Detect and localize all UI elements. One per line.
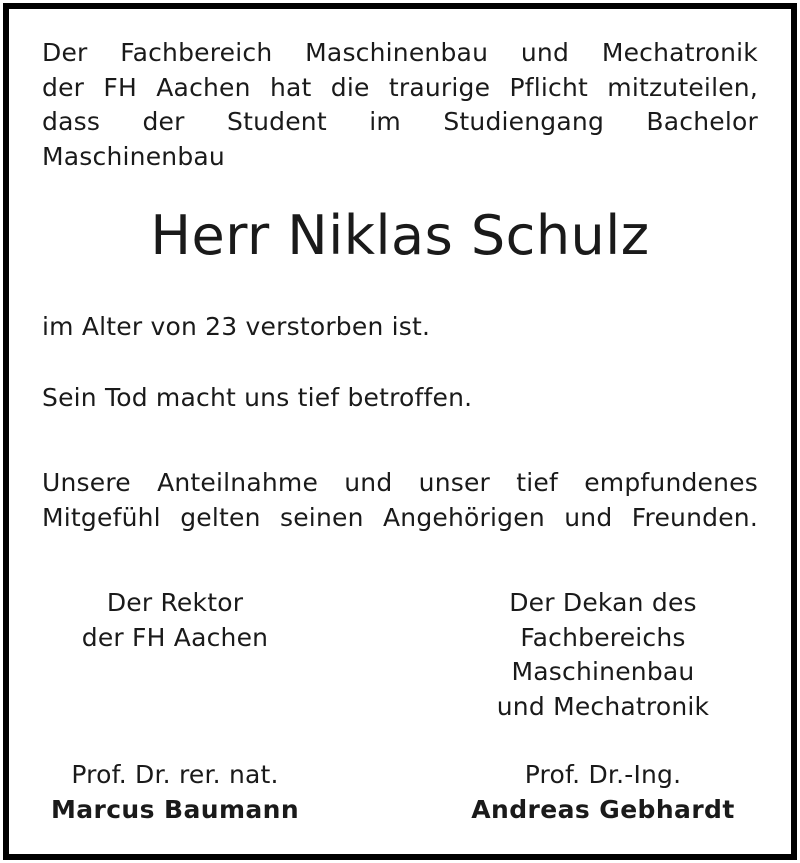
intro-line: Maschinenbau [42,141,225,171]
sympathy-line: Unsere Anteilnahme und unser tief empfundenes [42,468,758,497]
sympathy-paragraph [42,466,758,535]
signatory-left [36,758,314,827]
age-statement: im Alter von 23 verstorben ist. [42,312,431,341]
signatory-left-role [42,586,308,655]
role-line: Maschinenbau [511,657,695,686]
deceased-name: Herr Niklas Schulz [150,204,650,267]
signatory-title: Prof. Dr. rer. nat. [71,760,279,789]
signatory-right-role [458,586,748,724]
sympathy-line: Mitgefühl gelten seinen Angehörigen und Freunden. [42,502,758,532]
role-line: Fachbereichs [520,622,686,652]
signatory-title: Prof. Dr.-Ing. [524,760,682,789]
intro-line: Der Fachbereich Maschinenbau und Mechatronik [42,38,758,67]
role-line: der FH Aachen [81,622,269,652]
intro-line: dass der Student im Studiengang Bachelor [42,107,758,136]
role-line: und Mechatronik [496,691,710,721]
signatory-name: Marcus Baumann [50,794,300,824]
signatory-name: Andreas Gebhardt [471,794,735,824]
role-line: Der Rektor [106,588,244,617]
grief-statement: Sein Tod macht uns tief betroffen. [42,383,473,412]
role-line: Der Dekan des [509,588,697,617]
signatory-right [448,758,758,827]
intro-line: der FH Aachen hat die traurige Pflicht mitzuteilen, [42,72,758,102]
intro-paragraph [42,36,758,174]
